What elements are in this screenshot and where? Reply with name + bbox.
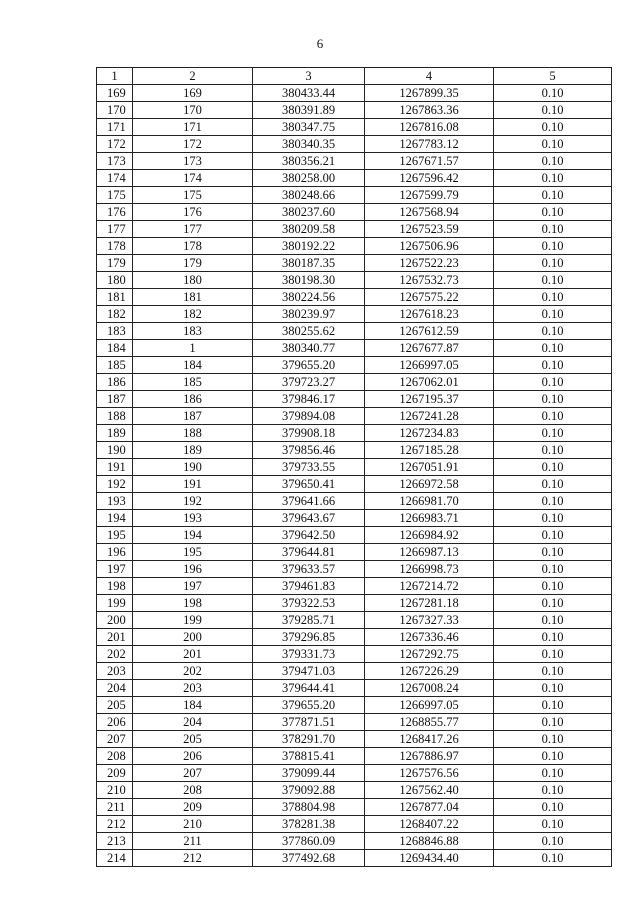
table-cell: 0.10: [494, 442, 612, 459]
table-cell: 196: [97, 544, 133, 561]
table-cell: 1266984.92: [365, 527, 494, 544]
table-cell: 203: [97, 663, 133, 680]
table-cell: 380347.75: [253, 119, 365, 136]
table-cell: 379461.83: [253, 578, 365, 595]
table-cell: 379733.55: [253, 459, 365, 476]
table-cell: 0.10: [494, 680, 612, 697]
table-row: [97, 782, 612, 799]
table-cell: 184: [97, 340, 133, 357]
table-cell: 194: [97, 510, 133, 527]
table-cell: 0.10: [494, 289, 612, 306]
table-cell: 0.10: [494, 476, 612, 493]
table-cell: 198: [133, 595, 253, 612]
table-cell: 173: [133, 153, 253, 170]
table-cell: 0.10: [494, 85, 612, 102]
table-cell: 378815.41: [253, 748, 365, 765]
table-cell: 204: [133, 714, 253, 731]
table-cell: 0.10: [494, 561, 612, 578]
table-row: [97, 187, 612, 204]
table-cell: 177: [133, 221, 253, 238]
table-cell: 0.10: [494, 238, 612, 255]
table-cell: 184: [133, 697, 253, 714]
table-cell: 172: [133, 136, 253, 153]
table-cell: 379285.71: [253, 612, 365, 629]
table-cell: 1269434.40: [365, 850, 494, 867]
table-cell: 380198.30: [253, 272, 365, 289]
table-cell: 379331.73: [253, 646, 365, 663]
table-cell: 1267195.37: [365, 391, 494, 408]
table-cell: 210: [97, 782, 133, 799]
table-cell: 1267214.72: [365, 578, 494, 595]
table-row: [97, 238, 612, 255]
table-row: [97, 170, 612, 187]
table-cell: 211: [97, 799, 133, 816]
table-cell: 0.10: [494, 306, 612, 323]
table-cell: 1268846.88: [365, 833, 494, 850]
table-cell: 0.10: [494, 323, 612, 340]
table-cell: 1266997.05: [365, 697, 494, 714]
table-row: [97, 408, 612, 425]
table-row: [97, 510, 612, 527]
table-cell: 1267599.79: [365, 187, 494, 204]
table-cell: 214: [97, 850, 133, 867]
table-row: [97, 442, 612, 459]
table-cell: 173: [97, 153, 133, 170]
table-cell: 1268407.22: [365, 816, 494, 833]
table-cell: 203: [133, 680, 253, 697]
table-cell: 1267899.35: [365, 85, 494, 102]
table-cell: 1267327.33: [365, 612, 494, 629]
table-cell: 1266998.73: [365, 561, 494, 578]
table-cell: 0.10: [494, 425, 612, 442]
table-cell: 1266987.13: [365, 544, 494, 561]
table-row: [97, 680, 612, 697]
table-cell: 200: [97, 612, 133, 629]
table-cell: 182: [133, 306, 253, 323]
table-cell: 205: [97, 697, 133, 714]
table-row: [97, 595, 612, 612]
table-cell: 0.10: [494, 833, 612, 850]
table-cell: 0.10: [494, 170, 612, 187]
column-header-2: 2: [133, 68, 253, 85]
table-row: [97, 833, 612, 850]
table-cell: 0.10: [494, 595, 612, 612]
table-cell: 170: [133, 102, 253, 119]
table-cell: 208: [133, 782, 253, 799]
column-header-4: 4: [365, 68, 494, 85]
table-cell: 1267886.97: [365, 748, 494, 765]
column-header-5: 5: [494, 68, 612, 85]
table-cell: 378291.70: [253, 731, 365, 748]
table-cell: 379856.46: [253, 442, 365, 459]
table-cell: 187: [97, 391, 133, 408]
table-cell: 193: [133, 510, 253, 527]
table-cell: 379644.41: [253, 680, 365, 697]
table-cell: 169: [133, 85, 253, 102]
table-cell: 1266972.58: [365, 476, 494, 493]
table-cell: 183: [133, 323, 253, 340]
table-cell: 192: [97, 476, 133, 493]
table-cell: 379099.44: [253, 765, 365, 782]
table-row: [97, 629, 612, 646]
table-cell: 1267008.24: [365, 680, 494, 697]
table-cell: 197: [97, 561, 133, 578]
table-cell: 1267062.01: [365, 374, 494, 391]
table-cell: 177: [97, 221, 133, 238]
table-cell: 183: [97, 323, 133, 340]
table-cell: 180: [97, 272, 133, 289]
table-row: [97, 136, 612, 153]
table-cell: 175: [133, 187, 253, 204]
table-cell: 380248.66: [253, 187, 365, 204]
table-cell: 0.10: [494, 782, 612, 799]
table-cell: 205: [133, 731, 253, 748]
table-cell: 180: [133, 272, 253, 289]
table-row: [97, 102, 612, 119]
column-header-3: 3: [253, 68, 365, 85]
table-cell: 379655.20: [253, 357, 365, 374]
table-cell: 176: [133, 204, 253, 221]
table-cell: 1267226.29: [365, 663, 494, 680]
table-row: [97, 476, 612, 493]
table-cell: 202: [133, 663, 253, 680]
table-row: [97, 425, 612, 442]
table-cell: 380224.56: [253, 289, 365, 306]
table-cell: 1266981.70: [365, 493, 494, 510]
table-cell: 379650.41: [253, 476, 365, 493]
table-cell: 188: [133, 425, 253, 442]
table-cell: 0.10: [494, 816, 612, 833]
table-row: [97, 731, 612, 748]
table-row: [97, 714, 612, 731]
table-cell: 185: [97, 357, 133, 374]
table-row: [97, 204, 612, 221]
table-cell: 199: [133, 612, 253, 629]
table-cell: 379641.66: [253, 493, 365, 510]
table-cell: 171: [97, 119, 133, 136]
table-cell: 378804.98: [253, 799, 365, 816]
table-cell: 194: [133, 527, 253, 544]
table-cell: 380340.35: [253, 136, 365, 153]
table-row: [97, 340, 612, 357]
table-cell: 379642.50: [253, 527, 365, 544]
table-cell: 201: [97, 629, 133, 646]
table-cell: 1267612.59: [365, 323, 494, 340]
table-cell: 1268417.26: [365, 731, 494, 748]
table-cell: 0.10: [494, 340, 612, 357]
table-cell: 380356.21: [253, 153, 365, 170]
table-cell: 379633.57: [253, 561, 365, 578]
table-cell: 377871.51: [253, 714, 365, 731]
table-cell: 191: [133, 476, 253, 493]
table-row: [97, 850, 612, 867]
table-cell: 1267877.04: [365, 799, 494, 816]
table-cell: 186: [97, 374, 133, 391]
table-cell: 379322.53: [253, 595, 365, 612]
table-cell: 379471.03: [253, 663, 365, 680]
table-row: [97, 306, 612, 323]
table-cell: 380255.62: [253, 323, 365, 340]
table-cell: 1267562.40: [365, 782, 494, 799]
table-cell: 1267281.18: [365, 595, 494, 612]
table-cell: 0.10: [494, 850, 612, 867]
table-body: [97, 85, 612, 867]
table-cell: 0.10: [494, 629, 612, 646]
table-cell: 0.10: [494, 374, 612, 391]
table-cell: 0.10: [494, 119, 612, 136]
table-cell: 170: [97, 102, 133, 119]
table-row: [97, 119, 612, 136]
table-cell: 0.10: [494, 153, 612, 170]
table-row: [97, 272, 612, 289]
table-cell: 1267596.42: [365, 170, 494, 187]
table-cell: 0.10: [494, 578, 612, 595]
table-cell: 179: [97, 255, 133, 272]
table-cell: 1267292.75: [365, 646, 494, 663]
table-row: [97, 646, 612, 663]
table-cell: 171: [133, 119, 253, 136]
table-cell: 0.10: [494, 663, 612, 680]
table-cell: 379846.17: [253, 391, 365, 408]
table-cell: 199: [97, 595, 133, 612]
table-cell: 193: [97, 493, 133, 510]
table-cell: 174: [97, 170, 133, 187]
table-cell: 1267506.96: [365, 238, 494, 255]
table-row: [97, 391, 612, 408]
table-cell: 1267522.23: [365, 255, 494, 272]
table-row: [97, 289, 612, 306]
table-cell: 1267185.28: [365, 442, 494, 459]
table-cell: 1266997.05: [365, 357, 494, 374]
table-cell: 182: [97, 306, 133, 323]
table-cell: 0.10: [494, 391, 612, 408]
table-row: [97, 527, 612, 544]
table-cell: 1267051.91: [365, 459, 494, 476]
table-cell: 184: [133, 357, 253, 374]
table-cell: 0.10: [494, 221, 612, 238]
table-cell: 380209.58: [253, 221, 365, 238]
table-cell: 0.10: [494, 544, 612, 561]
table-cell: 178: [97, 238, 133, 255]
table-row: [97, 323, 612, 340]
table-cell: 169: [97, 85, 133, 102]
table-row: [97, 544, 612, 561]
table-row: [97, 255, 612, 272]
table-row: [97, 663, 612, 680]
table-cell: 1267863.36: [365, 102, 494, 119]
table-cell: 201: [133, 646, 253, 663]
table-cell: 190: [97, 442, 133, 459]
table-cell: 185: [133, 374, 253, 391]
table-cell: 0.10: [494, 612, 612, 629]
table-cell: 1267234.83: [365, 425, 494, 442]
table-cell: 0.10: [494, 255, 612, 272]
table-cell: 0.10: [494, 646, 612, 663]
table-cell: 200: [133, 629, 253, 646]
table-cell: 207: [97, 731, 133, 748]
coordinates-table: [96, 67, 612, 867]
table-cell: 0.10: [494, 731, 612, 748]
table-row: [97, 697, 612, 714]
table-cell: 176: [97, 204, 133, 221]
table-cell: 380433.44: [253, 85, 365, 102]
table-cell: 379092.88: [253, 782, 365, 799]
table-cell: 202: [97, 646, 133, 663]
table-cell: 187: [133, 408, 253, 425]
table-cell: 379908.18: [253, 425, 365, 442]
table-cell: 1267523.59: [365, 221, 494, 238]
table-cell: 206: [97, 714, 133, 731]
table-cell: 0.10: [494, 527, 612, 544]
table-cell: 212: [133, 850, 253, 867]
table-row: [97, 612, 612, 629]
table-cell: 197: [133, 578, 253, 595]
table-cell: 1: [133, 340, 253, 357]
table-cell: 210: [133, 816, 253, 833]
table-cell: 379296.85: [253, 629, 365, 646]
table-cell: 181: [97, 289, 133, 306]
table-cell: 378281.38: [253, 816, 365, 833]
table-cell: 195: [97, 527, 133, 544]
table-cell: 380192.22: [253, 238, 365, 255]
table-cell: 1267671.57: [365, 153, 494, 170]
table-cell: 211: [133, 833, 253, 850]
table-cell: 0.10: [494, 765, 612, 782]
table-cell: 0.10: [494, 408, 612, 425]
table-cell: 196: [133, 561, 253, 578]
table-cell: 379643.67: [253, 510, 365, 527]
table-cell: 0.10: [494, 187, 612, 204]
table-cell: 178: [133, 238, 253, 255]
table-cell: 190: [133, 459, 253, 476]
table-row: [97, 493, 612, 510]
table-row: [97, 816, 612, 833]
table-cell: 0.10: [494, 799, 612, 816]
table-cell: 1267241.28: [365, 408, 494, 425]
table-row: [97, 578, 612, 595]
table-cell: 379644.81: [253, 544, 365, 561]
table-cell: 0.10: [494, 714, 612, 731]
table-cell: 209: [97, 765, 133, 782]
table-cell: 192: [133, 493, 253, 510]
table-cell: 191: [97, 459, 133, 476]
table-cell: 1267677.87: [365, 340, 494, 357]
table-cell: 0.10: [494, 357, 612, 374]
table-cell: 1267576.56: [365, 765, 494, 782]
table-cell: 380187.35: [253, 255, 365, 272]
table-cell: 1267532.73: [365, 272, 494, 289]
table-cell: 195: [133, 544, 253, 561]
table-cell: 380237.60: [253, 204, 365, 221]
table-cell: 1267783.12: [365, 136, 494, 153]
table-row: [97, 765, 612, 782]
table-cell: 175: [97, 187, 133, 204]
table-cell: 377492.68: [253, 850, 365, 867]
table-row: [97, 459, 612, 476]
table-row: [97, 153, 612, 170]
table-cell: 179: [133, 255, 253, 272]
table-cell: 204: [97, 680, 133, 697]
table-cell: 208: [97, 748, 133, 765]
table-header-row: [97, 68, 612, 85]
column-header-1: 1: [97, 68, 133, 85]
table-cell: 213: [97, 833, 133, 850]
table-cell: 380391.89: [253, 102, 365, 119]
table-row: [97, 85, 612, 102]
table-cell: 379655.20: [253, 697, 365, 714]
table-cell: 0.10: [494, 459, 612, 476]
table-cell: 1266983.71: [365, 510, 494, 527]
table-cell: 380258.00: [253, 170, 365, 187]
table-cell: 188: [97, 408, 133, 425]
table-cell: 380340.77: [253, 340, 365, 357]
table-cell: 1268855.77: [365, 714, 494, 731]
table-cell: 380239.97: [253, 306, 365, 323]
table-cell: 1267575.22: [365, 289, 494, 306]
table-cell: 198: [97, 578, 133, 595]
table-cell: 0.10: [494, 493, 612, 510]
table-cell: 377860.09: [253, 833, 365, 850]
table-cell: 0.10: [494, 136, 612, 153]
table-cell: 181: [133, 289, 253, 306]
table-cell: 189: [97, 425, 133, 442]
table-row: [97, 561, 612, 578]
table-cell: 0.10: [494, 102, 612, 119]
table-cell: 0.10: [494, 697, 612, 714]
table-cell: 212: [97, 816, 133, 833]
table-cell: 1267568.94: [365, 204, 494, 221]
table-cell: 0.10: [494, 204, 612, 221]
table-cell: 207: [133, 765, 253, 782]
table-cell: 209: [133, 799, 253, 816]
table-cell: 0.10: [494, 748, 612, 765]
table-row: [97, 221, 612, 238]
table-cell: 379723.27: [253, 374, 365, 391]
table-row: [97, 357, 612, 374]
table-row: [97, 748, 612, 765]
table-cell: 1267618.23: [365, 306, 494, 323]
table-cell: 0.10: [494, 510, 612, 527]
table-cell: 172: [97, 136, 133, 153]
table-cell: 1267816.08: [365, 119, 494, 136]
table-cell: 1267336.46: [365, 629, 494, 646]
table-cell: 186: [133, 391, 253, 408]
table-row: [97, 799, 612, 816]
table-cell: 0.10: [494, 272, 612, 289]
table-cell: 206: [133, 748, 253, 765]
table-row: [97, 374, 612, 391]
table-cell: 189: [133, 442, 253, 459]
table-cell: 379894.08: [253, 408, 365, 425]
page-number: 6: [316, 36, 324, 51]
table-cell: 174: [133, 170, 253, 187]
